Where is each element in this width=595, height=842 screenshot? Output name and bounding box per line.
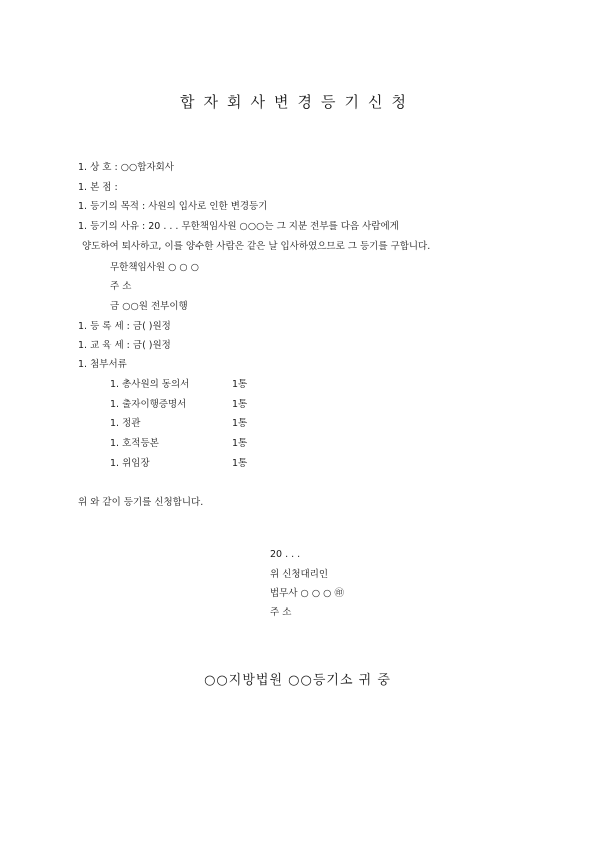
court-addressee: ○○지방법원 ○○등기소 귀 중 <box>204 673 391 688</box>
item-attachments-label: 1. 첨부서류 <box>78 359 127 370</box>
attachment-count: 1통 <box>232 399 248 410</box>
document-title: 합자회사변경등기신청 <box>180 93 415 111</box>
item-cause-line1: 1. 등기의 사유 : 20 . . . 무한책임사원 ○○○는 그 지분 전부를 다음 사람에게 <box>78 221 399 232</box>
attachment-name: 1. 호적등본 <box>110 438 159 449</box>
item-education-tax: 1. 교 육 세 : 금( )원정 <box>78 340 171 351</box>
attachment-name: 1. 총사원의 동의서 <box>110 379 190 390</box>
attachment-count: 1통 <box>232 438 248 449</box>
item-registration-tax: 1. 등 록 세 : 금( )원정 <box>78 321 171 332</box>
member-address: 주 소 <box>110 281 132 292</box>
signature-date: 20 . . . <box>270 549 301 560</box>
attachment-count: 1통 <box>232 379 248 390</box>
item-cause-line2: 양도하여 퇴사하고, 이를 양수한 사람은 같은 날 입사하였으므로 그 등기를 구합니다. <box>82 241 431 252</box>
attachment-name: 1. 위임장 <box>110 458 150 469</box>
member-name: 무한책임사원 ○ ○ ○ <box>110 262 199 273</box>
application-statement: 위 와 같이 등기를 신청합니다. <box>78 497 204 508</box>
item-purpose: 1. 등기의 목적 : 사원의 입사로 인한 변경등기 <box>78 201 268 212</box>
transfer-amount: 금 ○○원 전부이행 <box>110 301 188 312</box>
item-trade-name: 1. 상 호 : ○○합자회사 <box>78 162 174 173</box>
attachment-name: 1. 정관 <box>110 418 141 429</box>
signature-agent-label: 위 신청대리인 <box>270 569 329 580</box>
attachment-name: 1. 출자이행증명서 <box>110 399 187 410</box>
attachment-count: 1통 <box>232 418 248 429</box>
attachment-count: 1통 <box>232 458 248 469</box>
item-head-office: 1. 본 점 : <box>78 182 118 193</box>
signature-address: 주 소 <box>270 607 292 618</box>
signature-lawyer: 법무사 ○ ○ ○ ㊞ <box>270 588 344 599</box>
